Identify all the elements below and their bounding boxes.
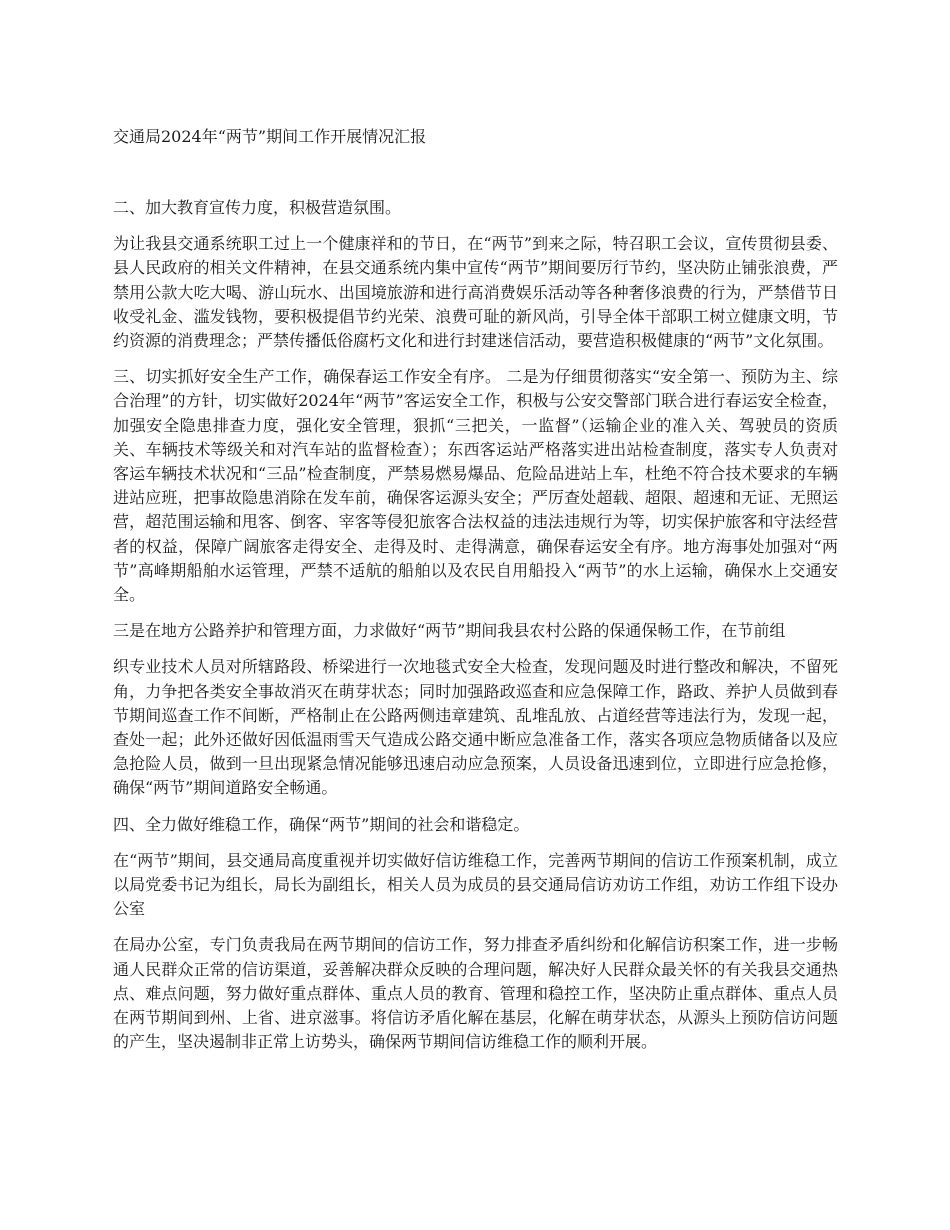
paragraph-road-maintenance-detail: 织专业技术人员对所辖路段、桥梁进行一次地毯式安全大检查，发现问题及时进行整改和解决，不留死角，力争把各类安全事故消灭在萌芽状态；同时加强路政巡查和应急保障工作，路政、养护人员做到春节期间巡查工作不间断，严格制止在公路两侧违章建筑、乱堆乱放、占道经营等违法行为，发现一起，查处一起；此外还做好因低温雨雪天气造成公路交通中断应急准备工作，落实各项应急物质储备以及应急抢险人员，做到一旦出现紧急情况能够迅速启动应急预案，人员设备迅速到位，立即进行应急抢修，确保“两节”期间道路安全畅通。 [113,657,838,798]
paragraph-education-publicity: 为让我县交通系统职工过上一个健康祥和的节日，在“两节”到来之际，特召职工会议，宣传贯彻县委、县人民政府的相关文件精神，在县交通系统内集中宣传“两节”期间要厉行节约，坚决防止铺张浪费，严禁用公款大吃大喝、游山玩水、出国境旅游和进行高消费娱乐活动等各种奢侈浪费的行为，严禁借节日收受礼金、滥发钱物，要积极提倡节约光荣、浪费可耻的新风尚，引导全体干部职工树立健康文明，节约资源的消费理念；严禁传播低俗腐朽文化和进行封建迷信活动，要营造积极健康的“两节”文化氛围。 [113,234,838,351]
paragraph-petition-workgroup: 在“两节”期间，县交通局高度重视并切实做好信访维稳工作，完善两节期间的信访工作预案机制，成立以局党委书记为组长，局长为副组长，相关人员为成员的县交通局信访劝访工作组，劝访工作组下设办公室 [113,850,838,919]
document-title: 交通局2024年“两节”期间工作开展情况汇报 [113,127,427,146]
paragraph-section-two-heading: 二、加大教育宣传力度，积极营造氛围。 [113,198,402,217]
paragraph-road-maintenance-intro: 三是在地方公路养护和管理方面，力求做好“两节”期间我县农村公路的保通保畅工作，在节前组 [113,621,786,641]
paragraph-safety-production: 三、切实抓好安全生产工作，确保春运工作安全有序。 二是为仔细贯彻落实“安全第一、预防为主、综合治理”的方针，切实做好2024年“两节”客运安全工作，积极与公安交警部门联合进行春运安全检查，加强安全隐患排查力度，强化安全管理，狠抓“三把关，一监督”（运输企业的准入关、驾驶员的资质关、车辆技术等级关和对汽车站的监督检查）；东西客运站严格落实进出站检查制度，落实专人负责对客运车辆技术状况和“三品”检查制度，严禁易燃易爆品、危险品进站上车，杜绝不符合技术要求的车辆进站应班，把事故隐患消除在发车前，确保客运源头安全；严厉查处超载、超限、超速和无证、无照运营，超范围运输和甩客、倒客、宰客等侵犯旅客合法权益的违法违规行为等，切实保护旅客和守法经营者的权益，保障广阔旅客走得安全、走得及时、走得满意，确保春运安全有序。地方海事处加强对“两节”高峰期船舶水运管理，严禁不适航的船舶以及农民自用船投入“两节”的水上运输，确保水上交通安全。 [113,367,838,605]
paragraph-section-four-heading: 四、全力做好维稳工作，确保“两节”期间的社会和谐稳定。 [113,814,530,834]
paragraph-petition-office: 在局办公室，专门负责我局在两节期间的信访工作，努力排查矛盾纠纷和化解信访积案工作，进一步畅通人民群众正常的信访渠道，妥善解决群众反映的合理问题，解决好人民群众最关怀的有关我县交通热点、难点问题，努力做好重点群体、重点人员的教育、管理和稳控工作，坚决防止重点群体、重点人员在两节期间到州、上省、进京滋事。将信访矛盾化解在基层，化解在萌芽状态，从源头上预防信访问题的产生，坚决遏制非正常上访势头，确保两节期间信访维稳工作的顺利开展。 [113,935,838,1052]
document-body [113,196,838,1067]
